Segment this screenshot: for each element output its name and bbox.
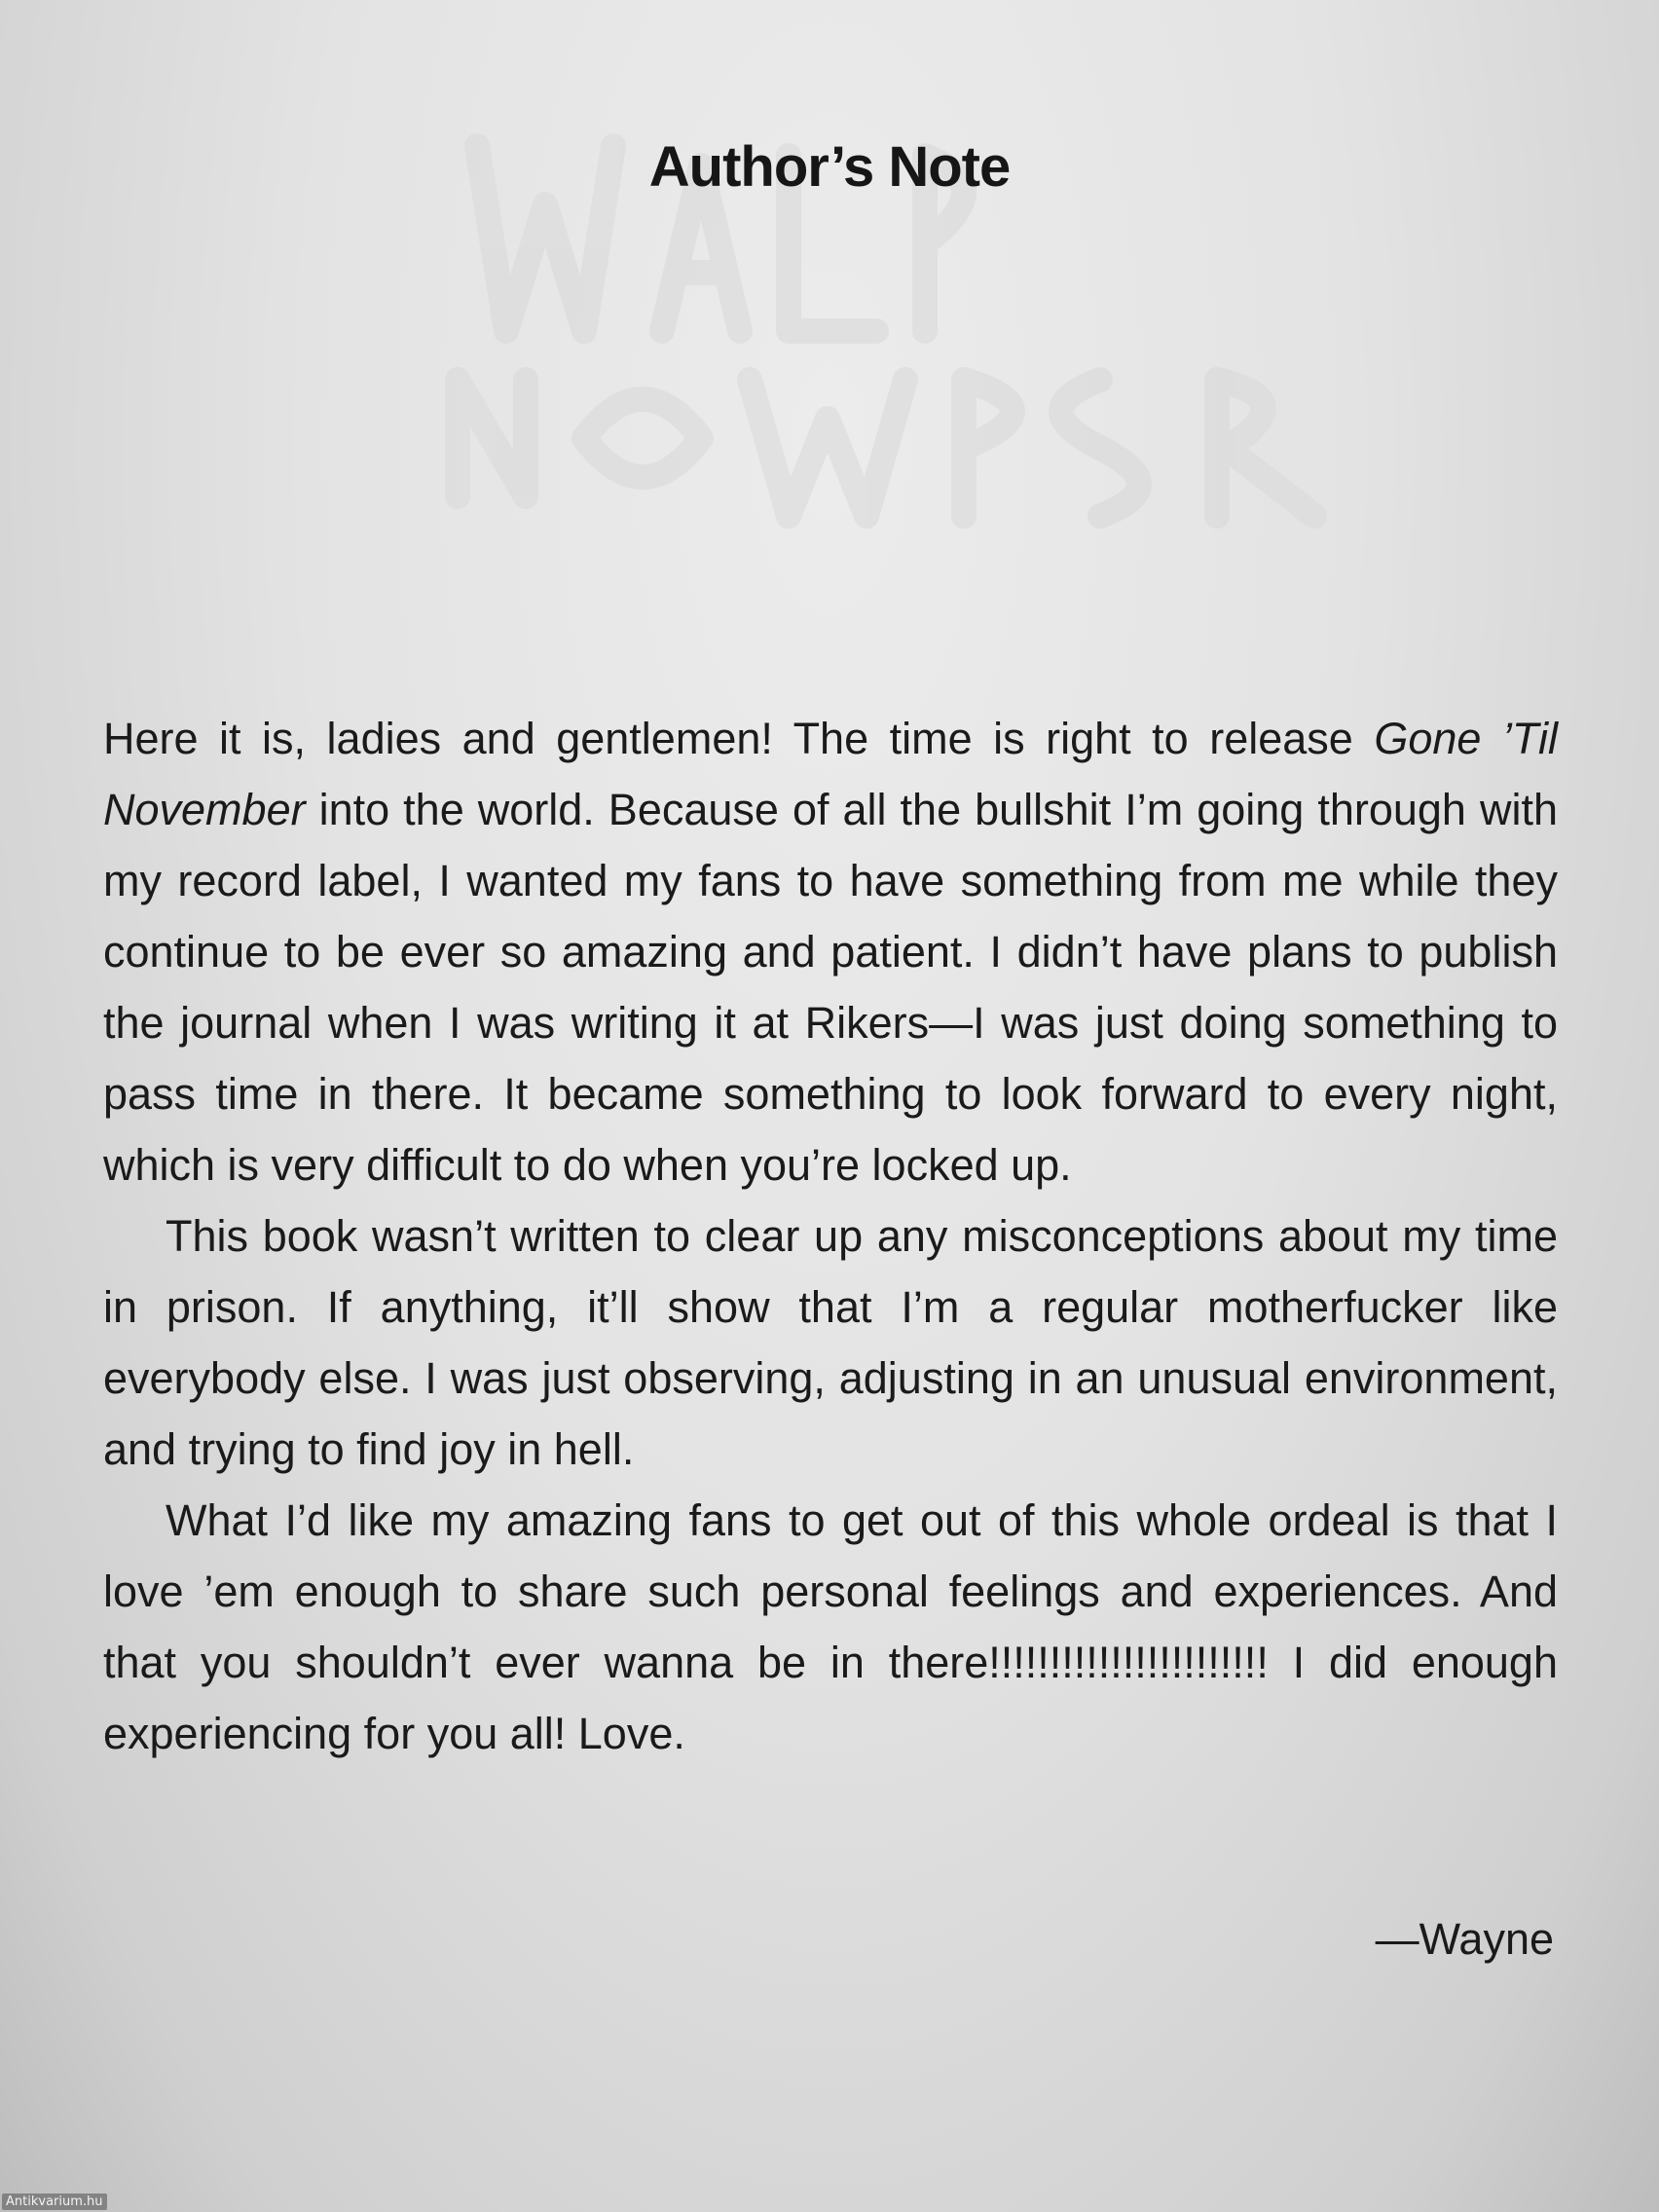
- note-body: [103, 703, 1558, 1769]
- paragraph-1-lead: Here it is, ladies and gentlemen! The time is right to release: [103, 714, 1375, 763]
- paragraph-1-rest: into the world. Because of all the bullshit I’m going through with my record label, I wanted my fans to have something from me while they continue to be ever so amazing and patient. I didn’t have plans to publish the journal when I was writing it at Rikers—I was just doing something to pass time in there. It became something to look forward to every night, which is very difficult to do when you’re locked up.: [103, 785, 1558, 1190]
- source-watermark: Antikvarium.hu: [2, 2194, 107, 2210]
- paragraph-3: What I’d like my amazing fans to get out of this whole ordeal is that I love ’em enough to share such personal feelings and experiences. And that you shouldn’t ever wanna be in there!!!!!!!!!!!!!!!!!!!!!!! I did enough experiencing for you all! Love.: [103, 1495, 1558, 1758]
- page-title: Author’s Note: [648, 135, 1011, 199]
- paragraph-1: [103, 703, 1558, 1200]
- author-signature: —Wayne: [1375, 1914, 1554, 1964]
- book-title-italic: Gone ’Til November: [103, 714, 1558, 834]
- paragraph-2: This book wasn’t written to clear up any misconceptions about my time in prison. If anything, it’ll show that I’m a regular motherfucker like everybody else. I was just observing, adjusting in an unusual environment, and trying to find joy in hell.: [103, 1211, 1558, 1474]
